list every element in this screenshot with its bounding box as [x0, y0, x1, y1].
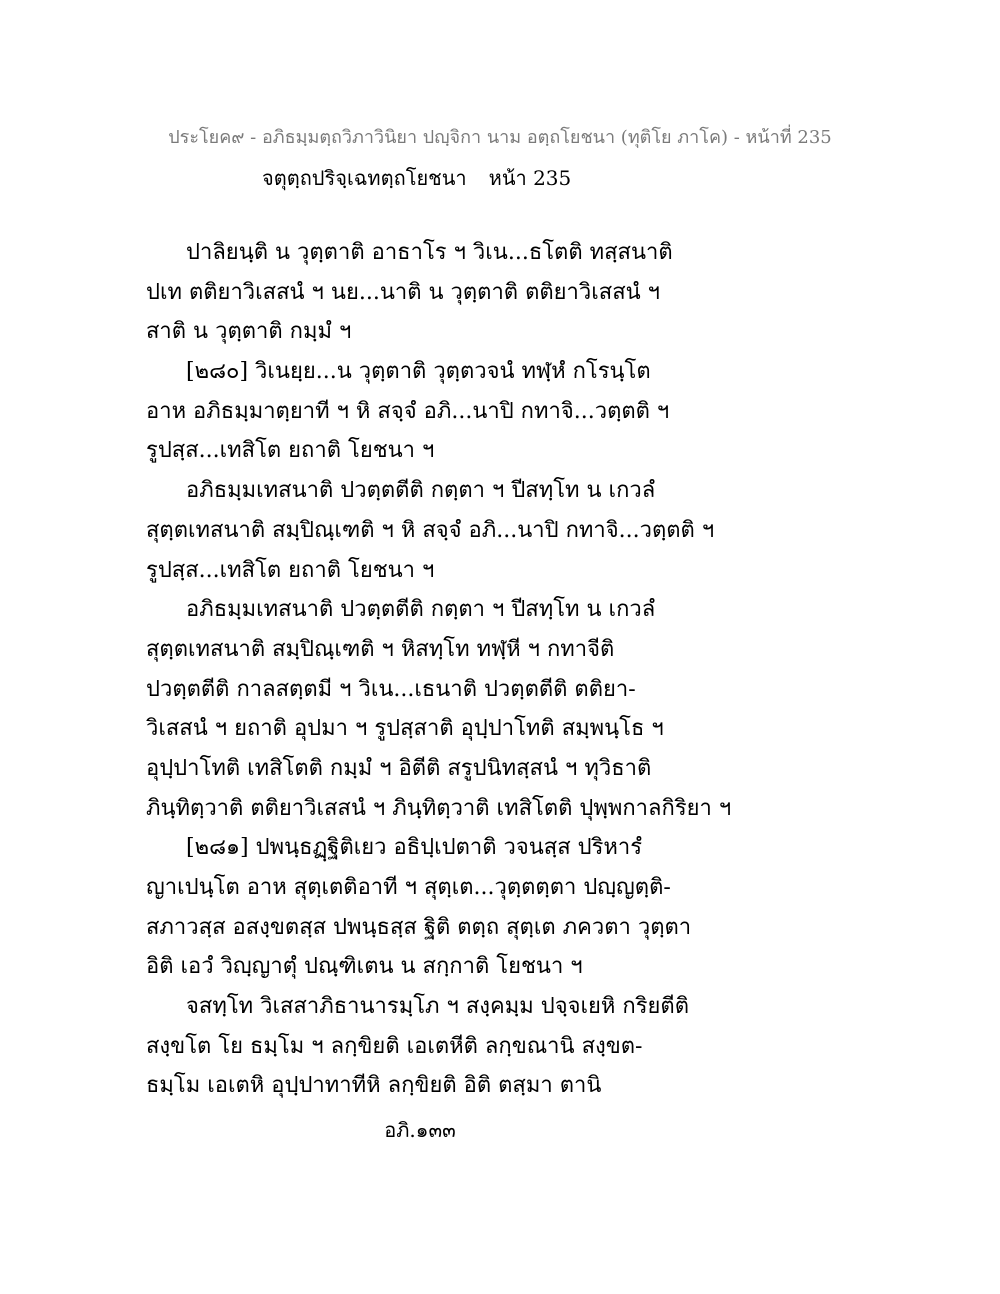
text-line: อุปฺปาโทติ เทสิโตติ กมฺมํ ฯ อิตีติ สรูปนิทสฺสนํ ฯ ทุวิธาติ [146, 755, 652, 781]
text-line: สุตฺตเทสนาติ สมฺปิณฺเฑติ ฯ หิสทฺโท ทฬฺหี ฯ กทาจีติ [146, 636, 615, 662]
chapter-title [262, 162, 571, 194]
text-line: สุตฺตเทสนาติ สมฺปิณฺเฑติ ฯ หิ สจฺจํ อภิ...นาปิ กทาจิ...วตฺตติ ฯ [146, 517, 715, 543]
text-line: สงฺขโต โย ธมฺโม ฯ ลกฺขิยติ เอเตหีติ ลกฺขณานิ สงฺขต- [146, 1033, 643, 1059]
text-line: สภาวสฺส อสงฺขตสฺส ปพนฺธสฺส ฐิติ ตตฺถ สุตฺเต ภควตา วุตฺตา [146, 914, 692, 940]
text-line: อาห อภิธมฺมาตฺยาที ฯ หิ สจฺจํ อภิ...นาปิ กทาจิ...วตฺตติ ฯ [146, 398, 670, 424]
text-line: ปเท ตติยาวิเสสนํ ฯ นย...นาติ น วุตฺตาติ ตติยาวิเสสนํ ฯ [146, 279, 661, 305]
text-line: วิเสสนํ ฯ ยถาติ อุปมา ฯ รูปสฺสาติ อุปฺปาโทติ สมฺพนฺโธ ฯ [146, 716, 664, 742]
text-line: รูปสฺส...เทสิโต ยถาติ โยชนา ฯ [146, 557, 435, 583]
text-line: ภินฺทิตฺวาติ ตติยาวิเสสนํ ฯ ภินฺทิตฺวาติ เทสิโตติ ปุพฺพกาลกิริยา ฯ [146, 795, 732, 821]
text-line: จสทฺโท วิเสสาภิธานารมฺโภ ฯ สงฺคมฺม ปจฺจเยหิ กริยตีติ [186, 994, 690, 1020]
text-line: [๒๘๑] ปพนฺธฏฺฐิติเยว อธิปฺเปตาติ วจนสฺส ปริหารํ [186, 835, 643, 861]
page-label: หน้า 235 [488, 166, 572, 190]
text-line: อิติ เอวํ วิญฺญาตุํ ปณฺฑิเตน น สกฺกาติ โยชนา ฯ [146, 954, 583, 980]
text-line: ญาเปนฺโต อาห สุตฺเตติอาที ฯ สุตฺเต...วุตฺตตฺตา ปญฺญตฺติ- [146, 875, 671, 900]
running-header: ประโยค๙ - อภิธมฺมตฺถวิภาวินิยา ปญฺจิกา นาม อตฺถโยชนา (ทุติโย ภาโค) - หน้าที่ 235 [168, 127, 832, 148]
chapter-name: จตุตฺถปริจฺเฉทตฺถโยชนา [262, 166, 467, 190]
text-line: อภิธมฺมเทสนาติ ปวตฺตตีติ กตฺตา ฯ ปีสทฺโท น เกวลํ [186, 597, 656, 623]
text-line: สาติ น วุตฺตาติ กมฺมํ ฯ [146, 319, 352, 345]
text-line: ธมฺโม เอเตหิ อุปฺปาทาทีหิ ลกฺขิยติ อิติ ตสฺมา ตานิ [146, 1073, 602, 1099]
body-text [146, 236, 876, 1109]
footer-book-code: อภิ.๑๓๓ [384, 1118, 456, 1142]
text-line: อภิธมฺมเทสนาติ ปวตฺตตีติ กตฺตา ฯ ปีสทฺโท น เกวลํ [186, 478, 656, 504]
text-line: ปวตฺตตีติ กาลสตฺตมี ฯ วิเน...เธนาติ ปวตฺตตีติ ตติยา- [146, 676, 636, 702]
text-line: รูปสฺส...เทสิโต ยถาติ โยชนา ฯ [146, 438, 435, 464]
text-line: ปาลิยนฺติ น วุตฺตาติ อาธาโร ฯ วิเน...ธโตติ ทสฺสนาติ [186, 240, 673, 265]
text-line: [๒๘๐] วิเนยฺย...น วุตฺตาติ วุตฺตวจนํ ทฬฺหํ กโรนฺโต [186, 359, 651, 385]
